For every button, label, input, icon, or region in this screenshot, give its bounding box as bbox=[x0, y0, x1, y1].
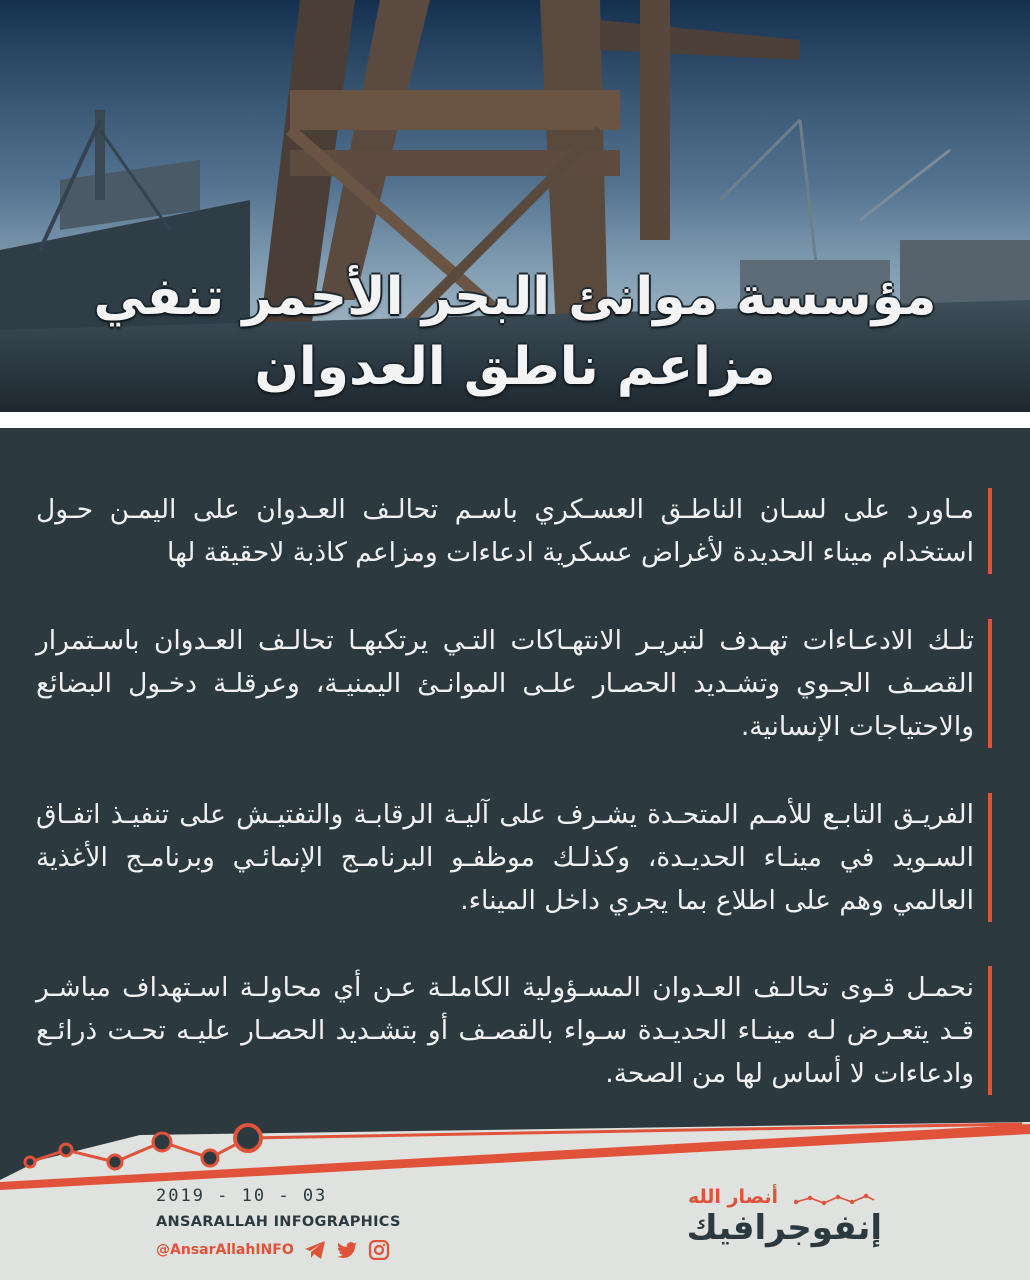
twitter-icon[interactable] bbox=[336, 1240, 358, 1260]
logo-main-text: إنفوجرافيك bbox=[686, 1208, 882, 1248]
instagram-icon[interactable] bbox=[368, 1240, 390, 1260]
brand-logo bbox=[682, 1186, 882, 1256]
paragraph-4: نحمـل قـوى تحالـف العـدوان المسـؤولية الكاملـة عـن أي محاولـة اسـتهداف مباشـر قـد يتعـرض لـه مينـاء الحديـدة سـواء بالقصـف أو بتشـديد الحصـار عليـه تحـت ذرائـع وادعاءات لا أساس لها من الصحة. bbox=[36, 966, 992, 1095]
trend-dot bbox=[108, 1155, 122, 1169]
trend-dot bbox=[25, 1157, 35, 1167]
footer-meta bbox=[156, 1186, 456, 1260]
logo-top-text: أنصار الله bbox=[688, 1186, 778, 1208]
paragraph-1: مـاورد على لسـان الناطـق العسـكري باسـم تحالـف العـدوان على اليمـن حـول استخدام ميناء الحديدة لأغراض عسكرية ادعاءات ومزاعم كاذبة لاحقيقة لها bbox=[36, 488, 992, 574]
hero-image bbox=[0, 0, 1030, 412]
org-name: ANSARALLAH INFOGRAPHICS bbox=[156, 1214, 401, 1230]
trend-dot bbox=[60, 1144, 72, 1156]
headline-line-1: مؤسسة موانئ البحر الأحمر تنفي bbox=[93, 267, 937, 327]
publish-date: 2019 - 10 - 03 bbox=[156, 1186, 328, 1206]
social-row bbox=[156, 1240, 456, 1260]
paragraph-3: الفريـق التابـع للأمـم المتحـدة يشـرف على آليـة الرقابـة والتفتيـش على تنفيـذ اتفـاق السـويد في مينـاء الحديـدة، وكذلـك موظفـو البرنامـج الإنمائـي وبرنامـج الأغذية العالمي وهم على اطلاع بما يجري داخل الميناء. bbox=[36, 793, 992, 922]
paragraph-list bbox=[36, 488, 992, 1095]
telegram-icon[interactable] bbox=[304, 1240, 326, 1260]
headline-line-2: مزاعم ناطق العدوان bbox=[254, 337, 776, 397]
paragraph-2: تلـك الادعـاءات تهـدف لتبريـر الانتهـاكات التـي يرتكبهـا تحالـف العـدوان باسـتمرار القصـف الجـوي وتشـديد الحصـار علـى الموانـئ اليمنيـة، وعرقلـة دخـول البضائع والاحتياجات الإنسانية. bbox=[36, 619, 992, 748]
social-handle[interactable]: @AnsarAllahINFO bbox=[156, 1242, 294, 1258]
trend-dot bbox=[235, 1125, 261, 1151]
trend-dot bbox=[202, 1150, 218, 1166]
logo-dots-icon bbox=[794, 1192, 876, 1208]
trend-dot bbox=[153, 1133, 171, 1151]
white-divider bbox=[0, 412, 1030, 428]
headline bbox=[0, 262, 1030, 402]
